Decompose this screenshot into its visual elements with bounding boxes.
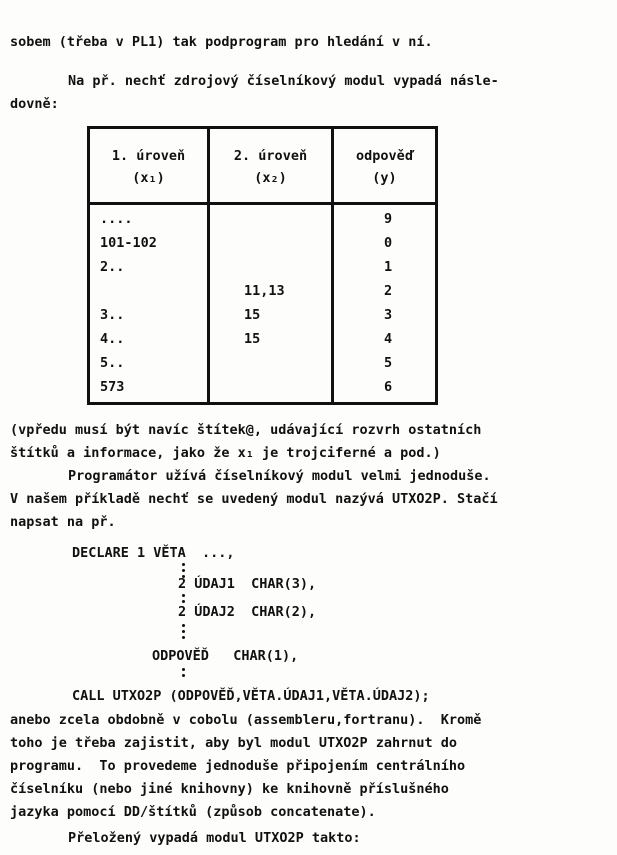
- text-line: napsat na př.: [10, 514, 116, 530]
- table-cell: ....: [100, 211, 133, 227]
- text-line: štítků a informace, jako že x₁ je trojciferné a pod.): [10, 445, 441, 461]
- table-cell: 2..: [100, 259, 125, 275]
- table-cell: 5..: [100, 355, 125, 371]
- table-cell: 5: [384, 355, 393, 371]
- table-cell: 11,13: [244, 283, 285, 299]
- code-line: ODPOVĚĎ CHAR(1),: [152, 648, 299, 664]
- tree-connector: [182, 624, 186, 642]
- text-line: programu. To provedeme jednoduše připojením centrálního: [10, 758, 466, 774]
- code-line: 2 ÚDAJ1 CHAR(3),: [178, 576, 317, 592]
- table-cell: 15: [244, 307, 261, 323]
- table-cell: 6: [384, 379, 393, 395]
- table-cell: 3: [384, 307, 393, 323]
- table-cell: 1: [384, 259, 393, 275]
- text-line: toho je třeba zajistit, aby byl modul UTXO2P zahrnut do: [10, 735, 458, 751]
- header-level-1: 1. úroveň (x₁): [111, 148, 186, 186]
- header-answer: odpověď (y): [356, 148, 413, 186]
- text-line: V našem příkladě nechť se uvedený modul nazývá UTXO2P. Stačí: [10, 491, 498, 507]
- text-line: Přeložený vypadá modul UTXO2P takto:: [68, 830, 361, 846]
- table-cell: 15: [244, 331, 261, 347]
- tree-connector: [182, 668, 186, 680]
- header-level-2: 2. úroveň (x₂): [233, 148, 308, 186]
- table-cell: 3..: [100, 307, 125, 323]
- table-cell: 573: [100, 379, 125, 395]
- code-line: CALL UTXO2P (ODPOVĚĎ,VĚTA.ÚDAJ1,VĚTA.ÚDAJ2);: [72, 688, 430, 704]
- table-cell: 0: [384, 235, 393, 251]
- text-line: číselníku (nebo jiné knihovny) ke knihovně příslušného: [10, 781, 449, 797]
- text-line: Programátor užívá číselníkový modul velmi jednoduše.: [68, 468, 491, 484]
- text-line: jazyka pomocí DD/štítků (způsob concatenate).: [10, 804, 376, 820]
- text-line: (vpředu musí být navíc štítek@, udávající rozvrh ostatních: [10, 422, 482, 438]
- table-cell: 101-102: [100, 235, 157, 251]
- text-line: dovně:: [10, 96, 59, 112]
- text-line: sobem (třeba v PL1) tak podprogram pro hledání v ní.: [10, 34, 433, 50]
- code-line: DECLARE 1 VĚTA ...,: [72, 545, 235, 561]
- table-cell: 2: [384, 283, 393, 299]
- code-table: [87, 126, 438, 405]
- table-cell: 9: [384, 211, 393, 227]
- text-line: Na př. nechť zdrojový číselníkový modul vypadá násle-: [68, 73, 499, 89]
- text-line: anebo zcela obdobně v cobolu (assembleru,fortranu). Kromě: [10, 712, 482, 728]
- table-cell: 4..: [100, 331, 125, 347]
- table-cell: 4: [384, 331, 393, 347]
- header-divider: [90, 202, 435, 205]
- code-line: 2 ÚDAJ2 CHAR(2),: [178, 604, 317, 620]
